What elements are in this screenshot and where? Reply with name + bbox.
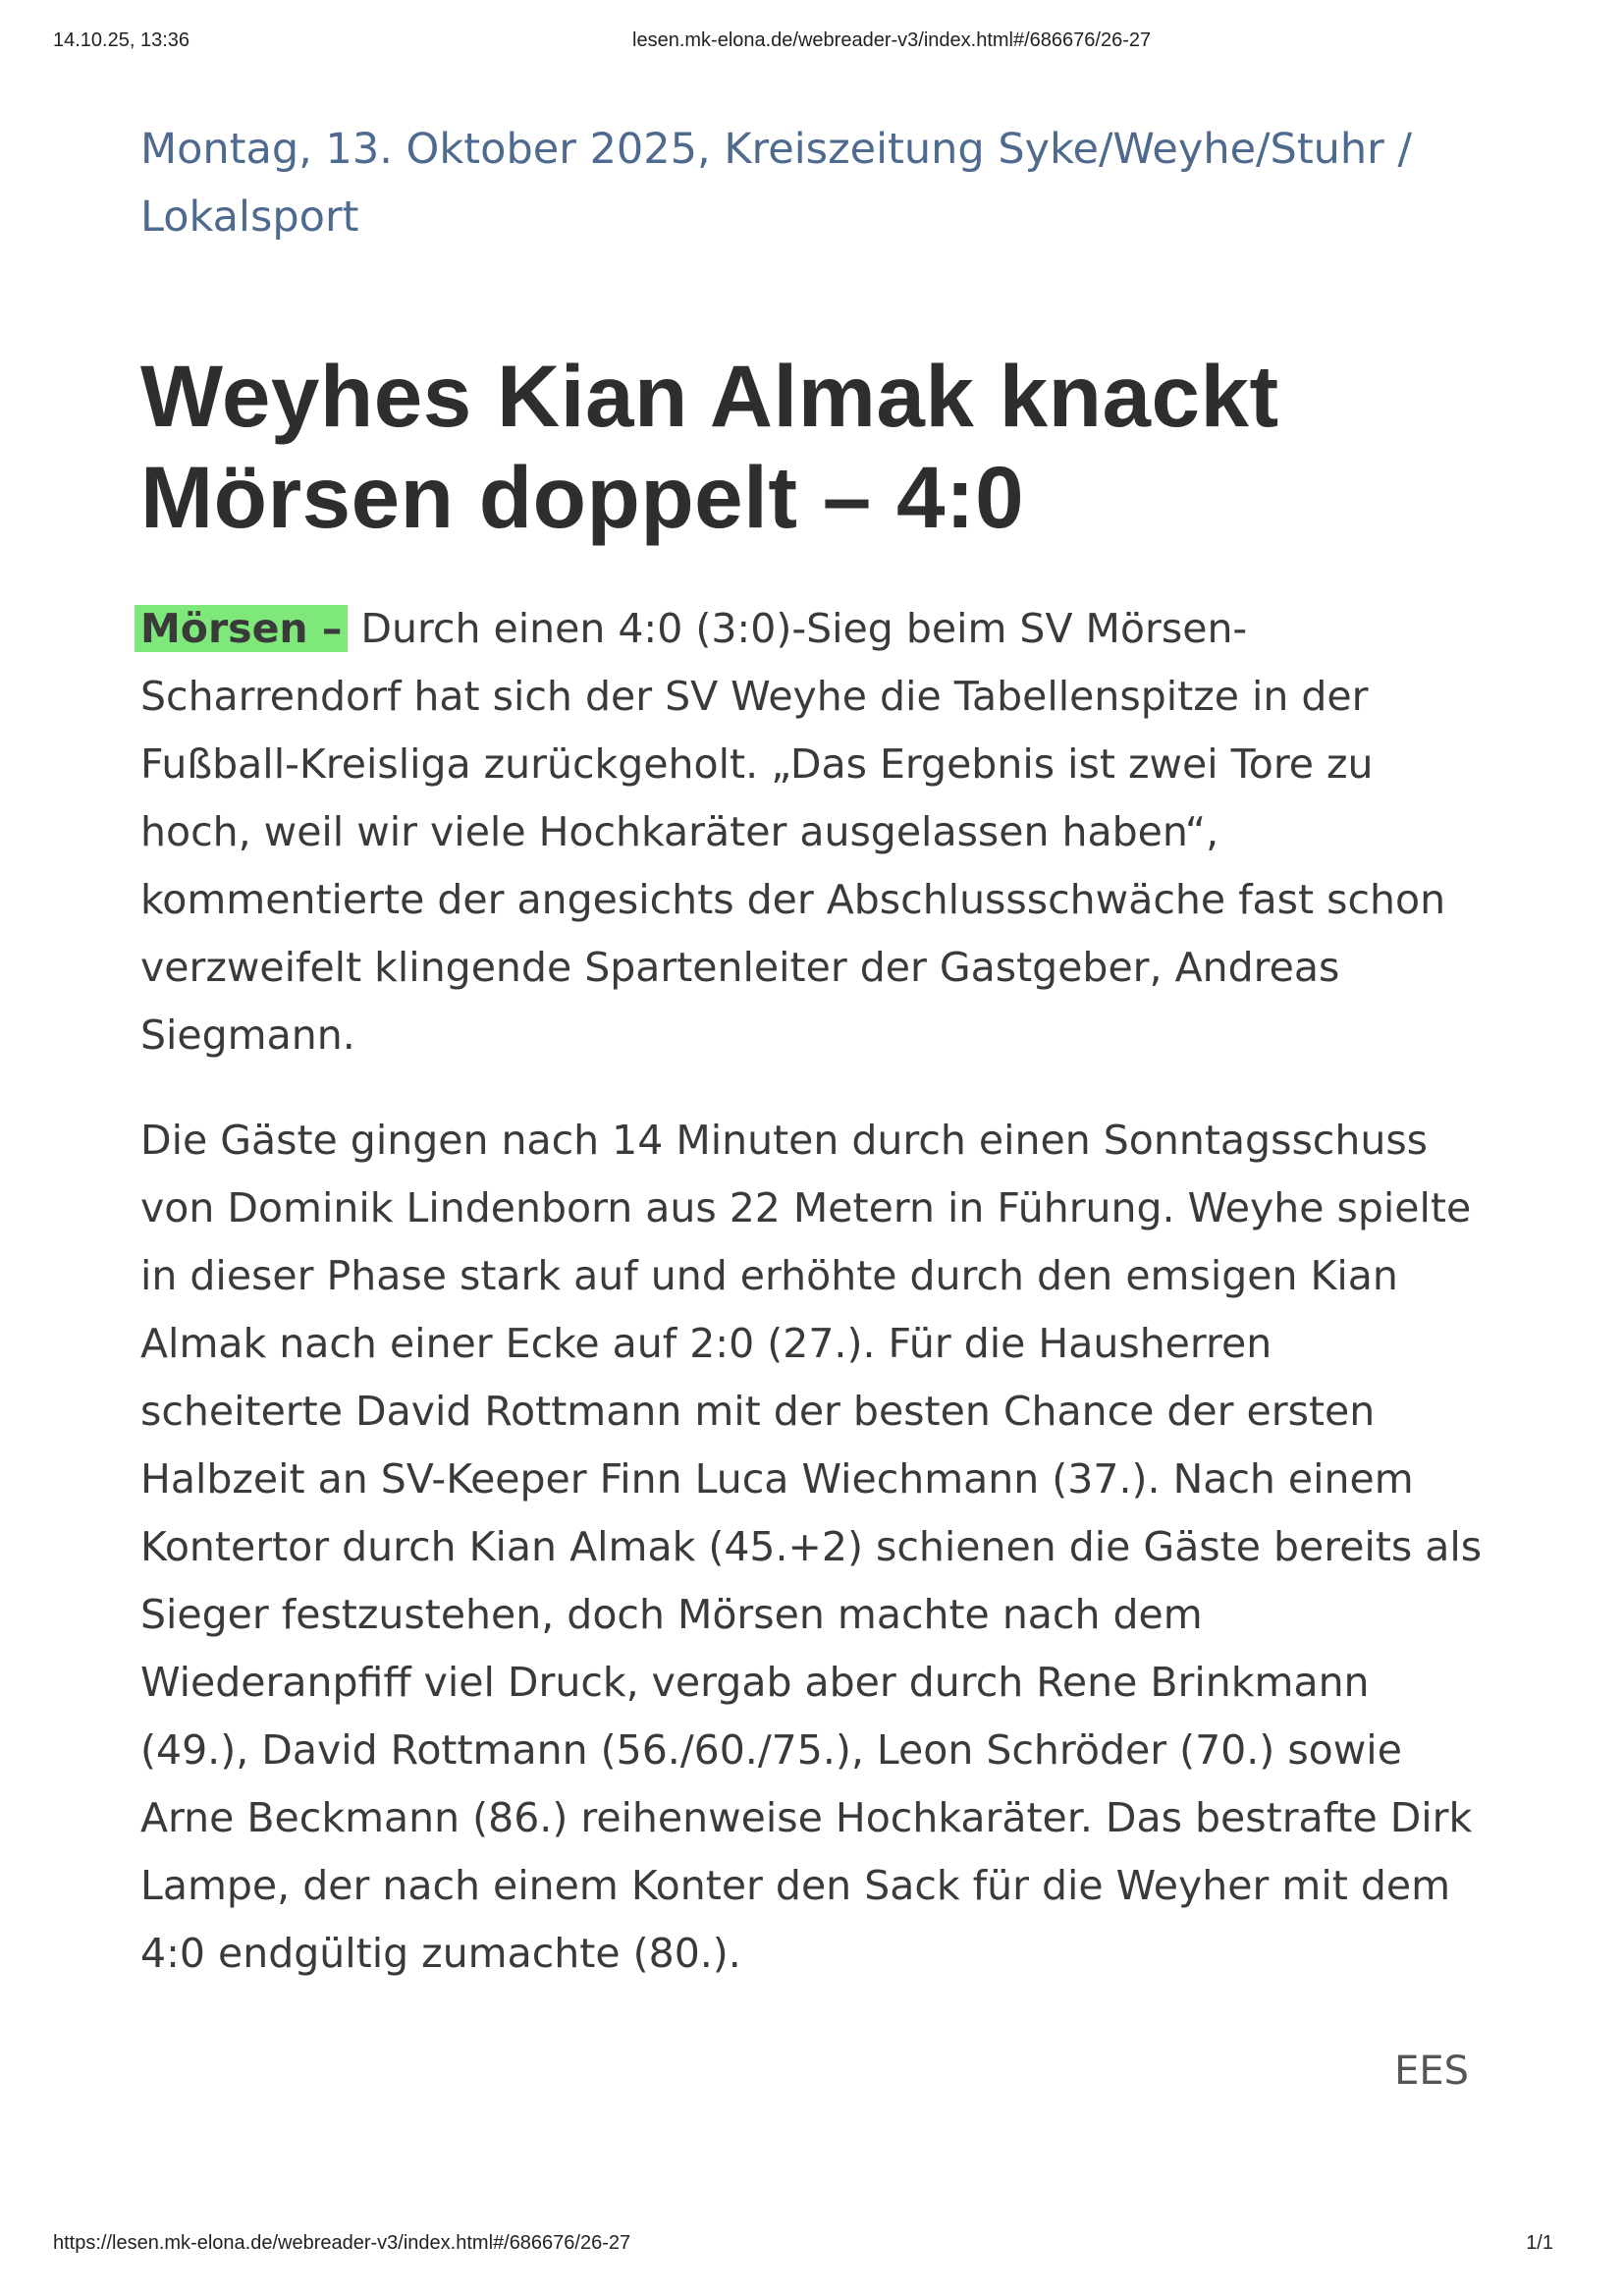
article-body [140,595,1486,1988]
print-footer-url: https://lesen.mk-elona.de/webreader-v3/index.html#/686676/26-27 [53,2232,631,2254]
dateline-highlight: Mörsen – [135,605,348,652]
print-header [53,29,1571,55]
print-header-url: lesen.mk-elona.de/webreader-v3/index.html#/686676/26-27 [632,29,1152,51]
article-meta: Montag, 13. Oktober 2025, Kreiszeitung Syke/Weyhe/Stuhr / Lokalsport [140,125,1413,242]
article-headline: Weyhes Kian Almak knackt Mörsen doppelt – 4:0 [140,347,1279,546]
author-signature: EES [1394,2049,1469,2094]
page-number: 1/1 [1526,2232,1553,2254]
article-paragraph-1 [140,595,1486,1069]
print-footer [53,2232,1553,2258]
article [140,116,1486,1977]
print-timestamp: 14.10.25, 13:36 [53,29,190,51]
paragraph-1-text: Durch einen 4:0 (3:0)-Sieg beim SV Mörsen-Scharrendorf hat sich der SV Weyhe die Tabellenspitze in der Fußball-Kreisliga zurückgeholt. „Das Ergebnis ist zwei Tore zu hoch, weil wir viele Hochkaräter ausgelassen haben“, kommentierte der angesichts der Abschlussschwäche fast schon verzweifelt klingende Spartenleiter der Gastgeber, Andreas Siegmann. [140,605,1446,1059]
article-paragraph-2: Die Gäste gingen nach 14 Minuten durch einen Sonntagsschuss von Dominik Lindenborn aus 22 Metern in Führung. Weyhe spielte in dieser Phase stark auf und erhöhte durch den emsigen Kian Almak nach einer Ecke auf 2:0 (27.). Für die Hausherren scheiterte David Rottmann mit der besten Chance der ersten Halbzeit an SV-Keeper Finn Luca Wiechmann (37.). Nach einem Kontertor durch Kian Almak (45.+2) schienen die Gäste bereits als Sieger festzustehen, doch Mörsen machte nach dem Wiederanpfiff viel Druck, vergab aber durch Rene Brinkmann (49.), David Rottmann (56./60./75.), Leon Schröder (70.) sowie Arne Beckmann (86.) reihenweise Hochkaräter. Das bestrafte Dirk Lampe, der nach einem Konter den Sack für die Weyher mit dem 4:0 endgültig zumachte (80.). [140,1117,1483,1977]
